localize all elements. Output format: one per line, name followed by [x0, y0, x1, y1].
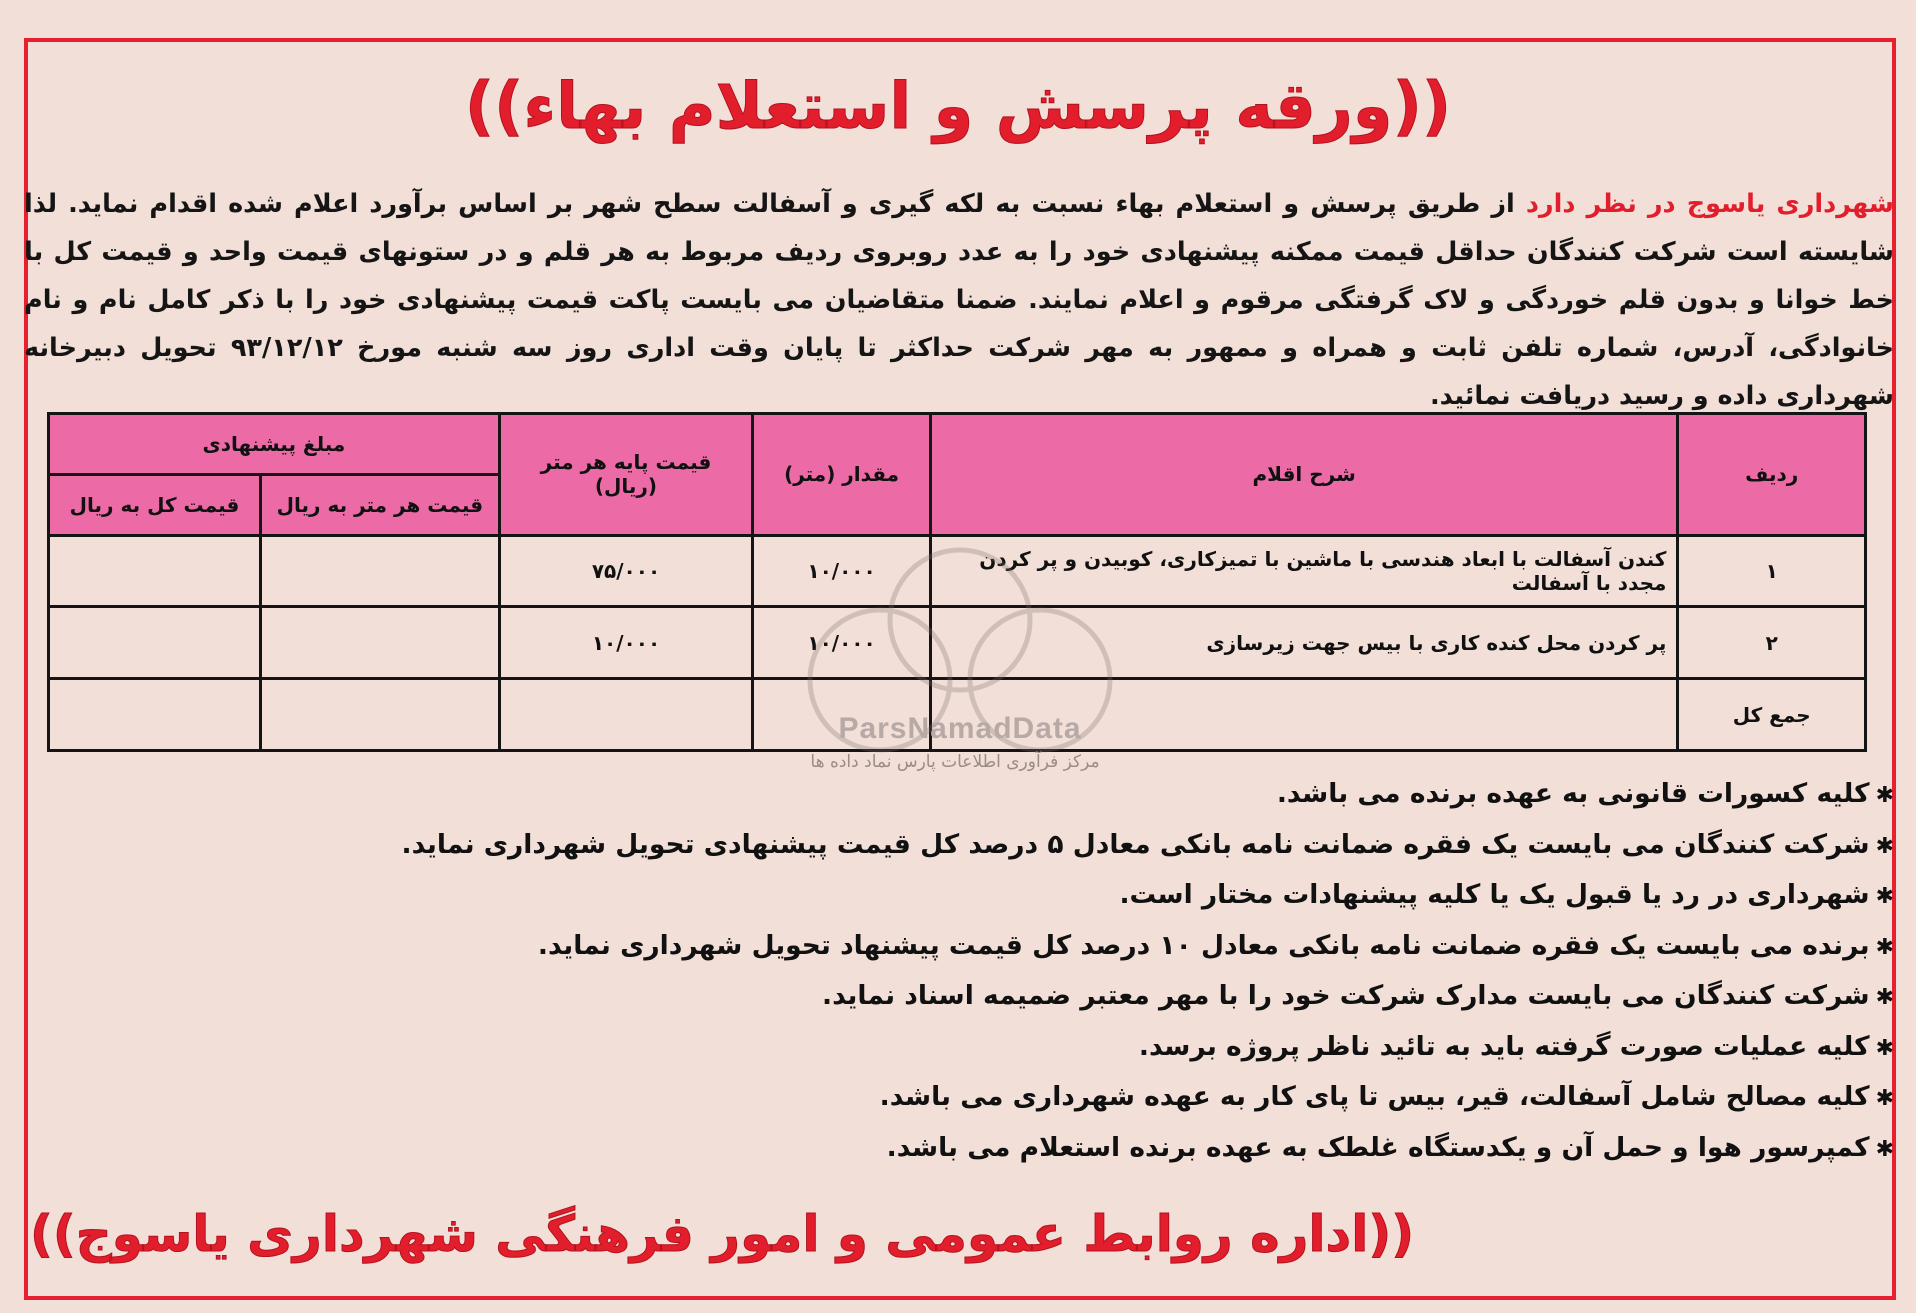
cell-total-price[interactable] — [49, 607, 261, 679]
list-item: ✱ کلیه مصالح شامل آسفالت، قیر، بیس تا پای کار به عهده شهرداری می باشد. — [24, 1073, 1894, 1124]
cell-sum-unit[interactable] — [261, 679, 500, 751]
cell-sum-empty — [499, 679, 752, 751]
header-row-number: ردیف — [1678, 414, 1866, 536]
list-item: ✱ کمپرسور هوا و حمل آن و یکدستگاه غلطک به عهده برنده استعلام می باشد. — [24, 1124, 1894, 1175]
intro-lead: شهرداری یاسوج در نظر دارد — [1525, 189, 1895, 219]
table-header-row — [49, 414, 1866, 475]
cell-quantity: ۱۰/۰۰۰ — [753, 607, 931, 679]
cell-total-price[interactable] — [49, 535, 261, 607]
watermark-subtitle: مرکز فرآوری اطلاعات پارس نماد داده ها — [810, 752, 1100, 772]
table-row — [49, 535, 1866, 607]
header-offer-group: مبلغ پیشنهادی — [49, 414, 500, 475]
cell-base-price: ۱۰/۰۰۰ — [499, 607, 752, 679]
header-description: شرح اقلام — [930, 414, 1678, 536]
notes-list — [24, 770, 1894, 1174]
header-unit-price: قیمت هر متر به ریال — [261, 474, 500, 535]
list-item: ✱ برنده می بایست یک فقره ضمانت نامه بانکی معادل ۱۰ درصد کل قیمت پیشنهاد تحویل شهرداری نماید. — [24, 922, 1894, 973]
cell-description: پر کردن محل کنده کاری با بیس جهت زیرسازی — [930, 607, 1678, 679]
cell-unit-price[interactable] — [261, 607, 500, 679]
cell-row-number: ۱ — [1678, 535, 1866, 607]
list-item: ✱ شرکت کنندگان می بایست مدارک شرکت خود را با مهر معتبر ضمیمه اسناد نماید. — [24, 972, 1894, 1023]
header-base-price: قیمت پایه هر متر (ریال) — [499, 414, 752, 536]
footer-signature: ((اداره روابط عمومی و امور فرهنگی شهرداری یاسوج)) — [30, 1205, 1415, 1263]
list-item: ✱ کلیه عملیات صورت گرفته باید به تائید ناظر پروژه برسد. — [24, 1023, 1894, 1074]
table-row — [49, 607, 1866, 679]
cell-description: کندن آسفالت با ابعاد هندسی با ماشین با تمیزکاری، کوبیدن و پر کردن مجدد با آسفالت — [930, 535, 1678, 607]
watermark-brand: ParsNamadData — [838, 712, 1082, 745]
list-item: ✱ شرکت کنندگان می بایست یک فقره ضمانت نامه بانکی معادل ۵ درصد کل قیمت پیشنهادی تحویل شهرداری نماید. — [24, 821, 1894, 872]
cell-base-price: ۷۵/۰۰۰ — [499, 535, 752, 607]
list-item: ✱ شهرداری در رد یا قبول یک یا کلیه پیشنهادات مختار است. — [24, 871, 1894, 922]
cell-row-number: ۲ — [1678, 607, 1866, 679]
list-item: ✱ کلیه کسورات قانونی به عهده برنده می باشد. — [24, 770, 1894, 821]
cell-unit-price[interactable] — [261, 535, 500, 607]
header-quantity: مقدار (متر) — [753, 414, 931, 536]
header-total-price: قیمت کل به ریال — [49, 474, 261, 535]
cell-sum-total[interactable] — [49, 679, 261, 751]
intro-paragraph — [24, 180, 1894, 420]
cell-sum-label: جمع کل — [1678, 679, 1866, 751]
items-table — [47, 412, 1867, 752]
intro-body: از طریق پرسش و استعلام بهاء نسبت به لکه گیری و آسفالت سطح شهر بر اساس برآورد اعلام شده اقدام نماید. لذا شایسته است شرکت کنندگان حداقل قیمت ممکنه پیشنهادی خود را به عدد روبروی ردیف مربوط به هر قلم و در ستونهای قیمت واحد و قیمت کل با خط خوانا و بدون قلم خوردگی و لاک گرفتگی مرقوم و اعلام نمایند. ضمنا متقاضیان می بایست پاکت قیمت پیشنهادی خود را با ذکر کامل نام و نام خانوادگی، آدرس، شماره تلفن ثابت و همراه و ممهور به مهر شرکت حداکثر تا پایان وقت اداری روز سه شنبه مورخ ۹۳/۱۲/۱۲ تحویل دبیرخانه شهرداری داده و رسید دریافت نمائید. — [24, 189, 1894, 411]
ad-title: ((ورقه پرسش و استعلام بهاء)) — [464, 70, 1452, 144]
cell-quantity: ۱۰/۰۰۰ — [753, 535, 931, 607]
